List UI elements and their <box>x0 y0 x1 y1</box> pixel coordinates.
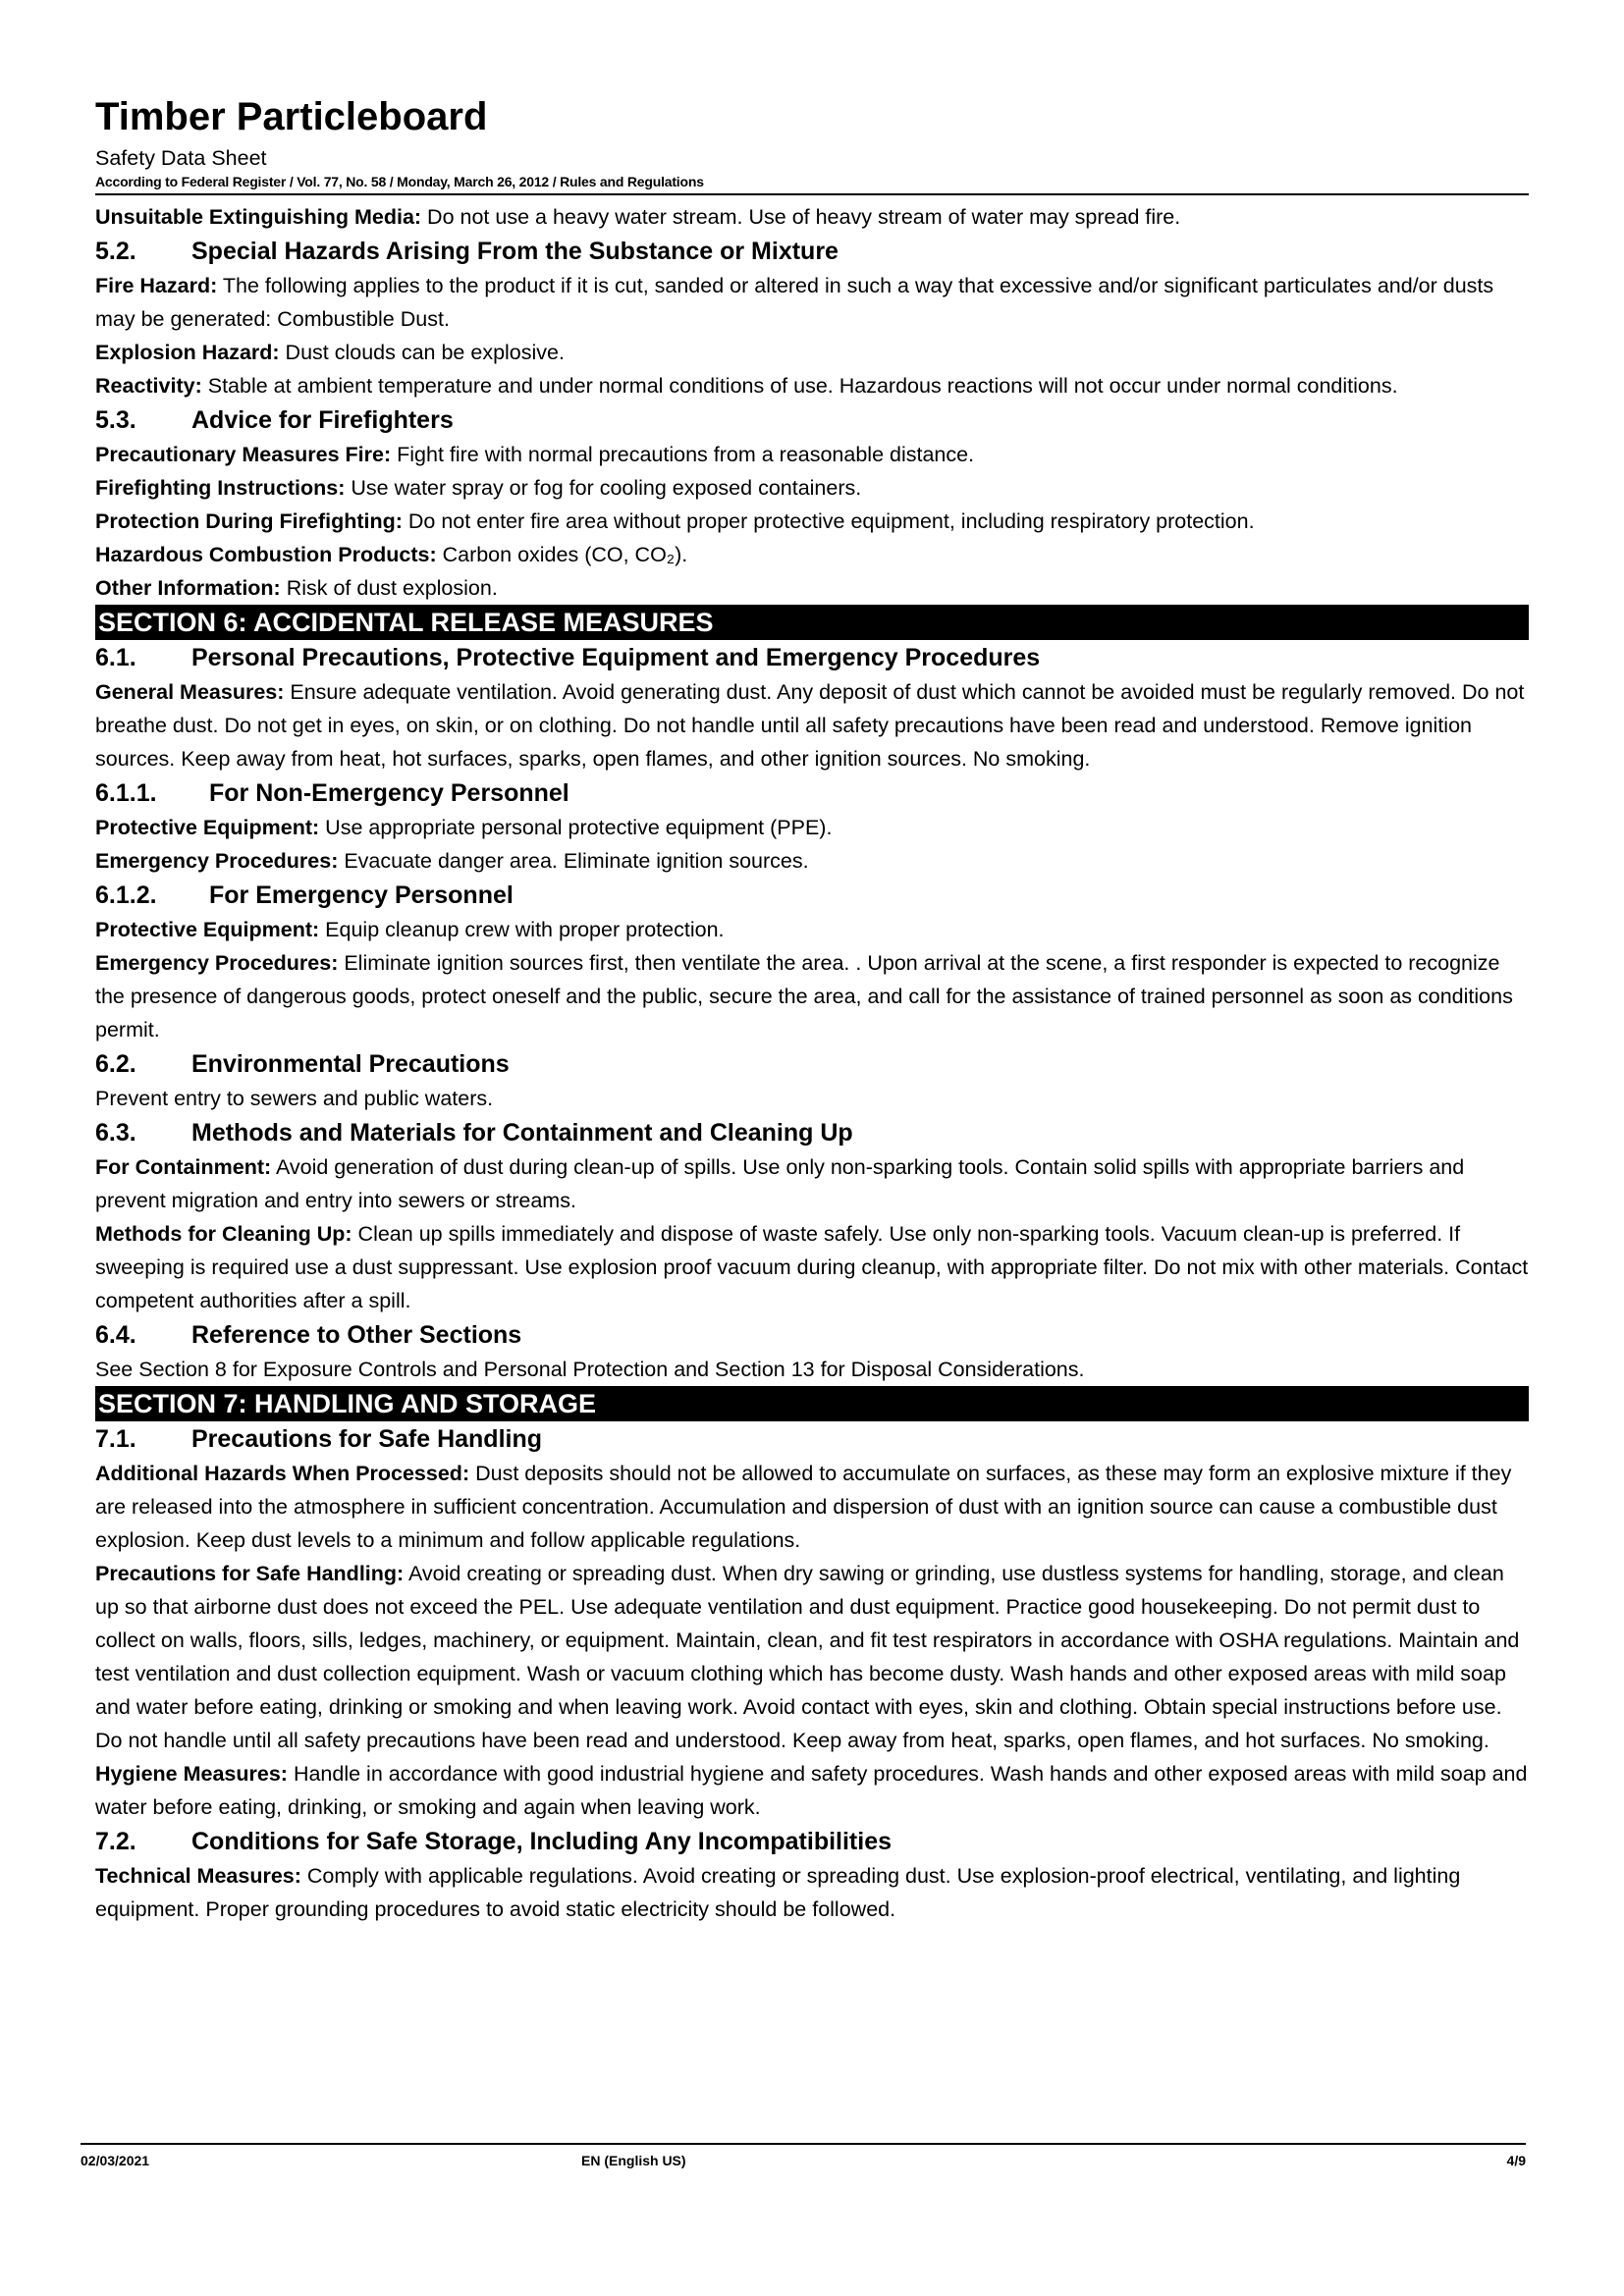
hygiene-measures-paragraph <box>95 1757 1529 1824</box>
emergency-procedures-label: Emergency Procedures: <box>95 951 339 975</box>
other-information-paragraph <box>95 571 1529 605</box>
subsection-title: For Non-Emergency Personnel <box>209 779 569 807</box>
subsection-title: Advice for Firefighters <box>191 406 454 434</box>
precautionary-measures-paragraph <box>95 438 1529 471</box>
general-measures-text: Ensure adequate ventilation. Avoid generating dust. Any deposit of dust which cannot be avoided must be regularly removed. Do not breathe dust. Do not get in eyes, on skin, or on clothing. Do not handle until all safety precautions have been read and understood. Remove ignition sources. Keep away from heat, hot surfaces, sparks, open flames, and other ignition sources. No smoking. <box>95 680 1525 771</box>
unsuitable-media-text: Do not use a heavy water stream. Use of heavy stream of water may spread fire. <box>421 205 1181 229</box>
safe-handling-text: Avoid creating or spreading dust. When dry sawing or grinding, use dustless systems for handling, storage, and clean up so that airborne dust does not exceed the PEL. Use adequate ventilation and dust equipment. Practice good housekeeping. Do not permit dust to collect on walls, floors, sills, ledges, machinery, or equipment. Maintain, clean, and fit test respirators in accordance with OSHA regulations. Maintain and test ventilation and dust collection equipment. Wash or vacuum clothing which has become dusty. Wash hands and other exposed areas with mild soap and water before eating, drinking or smoking and when leaving work. Avoid contact with eyes, skin and clothing. Obtain special instructions before use. Do not handle until all safety precautions have been read and understood. Keep away from heat, sparks, open flames, and hot surfaces. No smoking. <box>95 1562 1520 1752</box>
footer-date: 02/03/2021 <box>81 2153 150 2168</box>
explosion-hazard-paragraph <box>95 336 1529 369</box>
subsection-title: Reference to Other Sections <box>191 1321 522 1349</box>
document-page <box>95 94 1529 1926</box>
firefighting-instructions-paragraph <box>95 471 1529 505</box>
section-7-heading: SECTION 7: HANDLING AND STORAGE <box>95 1386 1529 1421</box>
protective-equipment-label: Protective Equipment: <box>95 816 320 839</box>
protection-firefighting-paragraph <box>95 505 1529 538</box>
other-information-text: Risk of dust explosion. <box>280 576 498 600</box>
non-emergency-protective-paragraph <box>95 811 1529 844</box>
subsection-number: 7.1. <box>95 1425 136 1453</box>
unsuitable-media-paragraph <box>95 200 1529 234</box>
emergency-procedures-paragraph <box>95 946 1529 1046</box>
reference-sections-text: See Section 8 for Exposure Controls and Personal Protection and Section 13 for Disposal Considerations. <box>95 1358 1085 1381</box>
subsection-6-4-heading <box>95 1317 1529 1353</box>
technical-measures-paragraph <box>95 1859 1529 1926</box>
explosion-hazard-label: Explosion Hazard: <box>95 341 280 364</box>
explosion-hazard-text: Dust clouds can be explosive. <box>279 341 565 364</box>
firefighting-instructions-text: Use water spray or fog for cooling exposed containers. <box>345 476 862 500</box>
emergency-procedures-label: Emergency Procedures: <box>95 849 339 873</box>
subsection-number: 6.1.2. <box>95 881 157 909</box>
unsuitable-media-label: Unsuitable Extinguishing Media: <box>95 205 422 229</box>
precautionary-measures-label: Precautionary Measures Fire: <box>95 443 392 466</box>
regulation-line: According to Federal Register / Vol. 77, No. 58 / Monday, March 26, 2012 / Rules and Regulations <box>95 173 1529 195</box>
containment-paragraph <box>95 1150 1529 1217</box>
subsection-title: Methods and Materials for Containment and Cleaning Up <box>191 1119 853 1147</box>
combustion-products-label: Hazardous Combustion Products: <box>95 543 437 566</box>
combustion-products-text: Carbon oxides (CO, CO₂). <box>436 543 688 566</box>
hygiene-measures-label: Hygiene Measures: <box>95 1762 288 1786</box>
protection-firefighting-text: Do not enter fire area without proper protective equipment, including respiratory protection. <box>402 509 1255 533</box>
subsection-6-1-1-heading <box>95 775 1529 811</box>
reactivity-label: Reactivity: <box>95 374 202 398</box>
fire-hazard-paragraph <box>95 269 1529 336</box>
page-footer <box>81 2143 1526 2168</box>
protective-equipment-text: Equip cleanup crew with proper protection. <box>319 918 725 941</box>
subsection-number: 6.1.1. <box>95 779 157 807</box>
subsection-7-1-heading <box>95 1421 1529 1457</box>
cleaning-up-text: Clean up spills immediately and dispose of waste safely. Use only non-sparking tools. Vacuum clean-up is preferred. If sweeping is required use a dust suppressant. Use explosion proof vacuum during cleanup, with appropriate filter. Do not mix with other materials. Contact competent authorities after a spill. <box>95 1222 1529 1312</box>
safe-handling-label: Precautions for Safe Handling: <box>95 1562 405 1585</box>
subsection-title: Personal Precautions, Protective Equipment and Emergency Procedures <box>191 644 1041 671</box>
combustion-products-paragraph <box>95 538 1529 571</box>
subsection-number: 7.2. <box>95 1828 136 1855</box>
hygiene-measures-text: Handle in accordance with good industrial hygiene and safety procedures. Wash hands and other exposed areas with mild soap and water before eating, drinking, or smoking and again when leaving work. <box>95 1762 1528 1819</box>
emergency-protective-paragraph <box>95 913 1529 946</box>
technical-measures-text: Comply with applicable regulations. Avoid creating or spreading dust. Use explosion-proof electrical, ventilating, and lighting equipment. Proper grounding procedures to avoid static electricity should be followed. <box>95 1864 1461 1921</box>
non-emergency-procedures-paragraph <box>95 844 1529 878</box>
cleaning-up-label: Methods for Cleaning Up: <box>95 1222 352 1246</box>
subsection-number: 6.1. <box>95 644 136 671</box>
additional-hazards-text: Dust deposits should not be allowed to accumulate on surfaces, as these may form an explosive mixture if they are released into the atmosphere in sufficient concentration. Accumulation and dispersion of dust with an ignition source can cause a combustible dust explosion. Keep dust levels to a minimum and follow applicable regulations. <box>95 1462 1512 1552</box>
section-6-heading: SECTION 6: ACCIDENTAL RELEASE MEASURES <box>95 605 1529 640</box>
fire-hazard-text: The following applies to the product if it is cut, sanded or altered in such a way that excessive and/or significant particulates and/or dusts may be generated: Combustible Dust. <box>95 274 1494 331</box>
subsection-5-3-heading <box>95 402 1529 438</box>
document-subtitle: Safety Data Sheet <box>95 146 267 170</box>
protective-equipment-text: Use appropriate personal protective equipment (PPE). <box>319 816 833 839</box>
emergency-procedures-text: Evacuate danger area. Eliminate ignition sources. <box>338 849 809 873</box>
fire-hazard-label: Fire Hazard: <box>95 274 218 297</box>
document-body <box>95 200 1529 1926</box>
safe-handling-paragraph <box>95 1557 1529 1757</box>
subsection-title: Environmental Precautions <box>191 1050 510 1078</box>
containment-text: Avoid generation of dust during clean-up of spills. Use only non-sparking tools. Contain solid spills with appropriate barriers and prevent migration and entry into sewers or streams. <box>95 1155 1465 1212</box>
subsection-number: 5.3. <box>95 406 136 434</box>
general-measures-paragraph <box>95 675 1529 775</box>
general-measures-label: General Measures: <box>95 680 285 704</box>
precautionary-measures-text: Fight fire with normal precautions from a reasonable distance. <box>391 443 975 466</box>
subsection-number: 6.3. <box>95 1119 136 1147</box>
footer-language: EN (English US) <box>581 2153 686 2168</box>
environmental-precautions-text: Prevent entry to sewers and public waters. <box>95 1087 494 1110</box>
footer-page-number: 4/9 <box>1506 2153 1526 2168</box>
cleaning-up-paragraph <box>95 1217 1529 1317</box>
reactivity-text: Stable at ambient temperature and under normal conditions of use. Hazardous reactions will not occur under normal conditions. <box>201 374 1398 398</box>
protective-equipment-label: Protective Equipment: <box>95 918 320 941</box>
subsection-6-3-heading <box>95 1115 1529 1150</box>
subsection-7-2-heading <box>95 1824 1529 1859</box>
subsection-title: Precautions for Safe Handling <box>191 1425 543 1453</box>
technical-measures-label: Technical Measures: <box>95 1864 301 1888</box>
subsection-title: For Emergency Personnel <box>209 881 514 909</box>
subsection-number: 6.4. <box>95 1321 136 1349</box>
subsection-title: Special Hazards Arising From the Substance or Mixture <box>191 238 839 265</box>
subsection-6-1-heading <box>95 640 1529 675</box>
subsection-title: Conditions for Safe Storage, Including Any Incompatibilities <box>191 1828 893 1855</box>
additional-hazards-label: Additional Hazards When Processed: <box>95 1462 470 1485</box>
subsection-5-2-heading <box>95 234 1529 269</box>
subsection-6-2-heading <box>95 1046 1529 1082</box>
protection-firefighting-label: Protection During Firefighting: <box>95 509 403 533</box>
document-title: Timber Particleboard <box>95 95 488 138</box>
reactivity-paragraph <box>95 369 1529 402</box>
subsection-number: 6.2. <box>95 1050 136 1078</box>
emergency-procedures-text: Eliminate ignition sources first, then ventilate the area. . Upon arrival at the scene, a first responder is expected to recognize the presence of dangerous goods, protect oneself and the public, secure the area, and call for the assistance of trained personnel as soon as conditions permit. <box>95 951 1513 1041</box>
firefighting-instructions-label: Firefighting Instructions: <box>95 476 346 500</box>
other-information-label: Other Information: <box>95 576 281 600</box>
subsection-6-1-2-heading <box>95 878 1529 913</box>
containment-label: For Containment: <box>95 1155 272 1179</box>
subsection-number: 5.2. <box>95 238 136 265</box>
additional-hazards-paragraph <box>95 1457 1529 1557</box>
